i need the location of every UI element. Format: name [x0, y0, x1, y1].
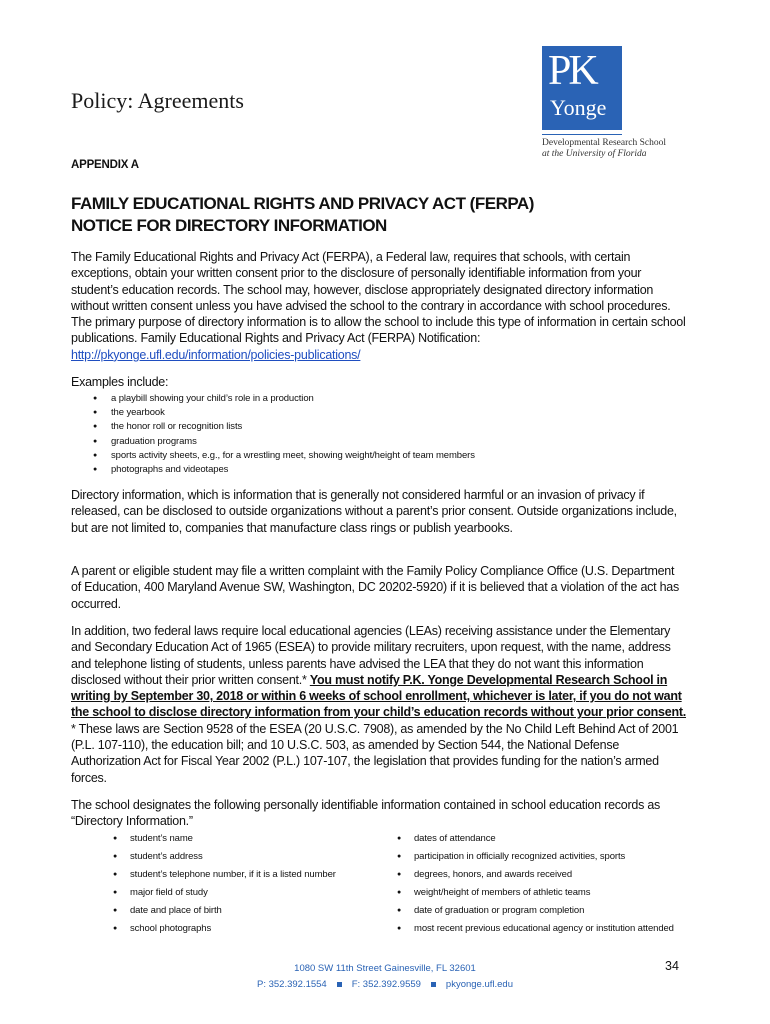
list-item: ● student’s telephone number, if it is a listed number [113, 869, 373, 881]
list-item: ● photographs and videotapes [93, 463, 475, 477]
logo-school-name [542, 138, 682, 160]
complaint-paragraph: A parent or eligible student may file a written complaint with the Family Policy Compliance Office (U.S. Department of Education, 400 Maryland Avenue SW, Washington, DC 20202-5920) if it is believed that a violation of the act has occurred. [71, 564, 679, 611]
list-item: ● date of graduation or program completion [397, 905, 677, 917]
footer-website[interactable]: pkyonge.ufl.edu [445, 979, 514, 990]
footer-contacts [0, 979, 770, 990]
examples-label: Examples include: [71, 375, 169, 389]
list-item: ● weight/height of members of athletic teams [397, 887, 677, 899]
logo-name-line1: Developmental Research School [542, 138, 666, 148]
list-item: ● date and place of birth [113, 905, 373, 917]
military-text-after: * These laws are Section 9528 of the ESEA (20 U.S.C. 7908), as amended by the No Child Left Behind Act of 2001 (P.L. 107-110), the education bill; and 10 U.S.C. 503, as amended by Section 544, the National Defense Authorization Act for Fiscal Year 2002 (P.L.) 107-107, the legislation that provides funding for the nation’s armed forces. [71, 721, 679, 785]
list-item: ● degrees, honors, and awards received [397, 869, 677, 881]
list-item: ● school photographs [113, 923, 373, 935]
logo-mark-bottom: Yonge [550, 95, 607, 120]
examples-list [93, 392, 475, 477]
logo-name-line2: at the University of Florida [542, 149, 647, 159]
list-item: ● the yearbook [93, 406, 475, 420]
directory-items-left [113, 833, 373, 941]
list-item: ● a playbill showing your child’s role in a production [93, 392, 475, 406]
separator-icon [337, 982, 342, 987]
logo-divider [542, 134, 622, 135]
logo-mark [542, 46, 622, 130]
list-item: ● major field of study [113, 887, 373, 899]
list-item: ● student’s address [113, 851, 373, 863]
page-title: Policy: Agreements [71, 88, 244, 113]
policies-link[interactable]: http://pkyonge.ufl.edu/information/policies-publications/ [71, 347, 361, 362]
list-item: ● dates of attendance [397, 833, 677, 845]
list-item: ● graduation programs [93, 435, 475, 449]
list-item: ● sports activity sheets, e.g., for a wrestling meet, showing weight/height of team members [93, 449, 475, 463]
document-heading [71, 193, 534, 237]
military-text-before: In addition, two federal laws require local educational agencies (LEAs) receiving assistance under the Elementary and Secondary Education Act of 1965 (ESEA) to provide military recruiters, upon request, with the name, address and telephone listing of students, unless parents have advised the LEA that they do not want this information disclosed without their prior written consent.* [71, 624, 671, 687]
footer-address: 1080 SW 11th Street Gainesville, FL 32601 [294, 963, 476, 974]
list-item: ● participation in officially recognized activities, sports [397, 851, 677, 863]
military-paragraph [71, 623, 686, 786]
page-number: 34 [665, 959, 679, 973]
intro-text: The Family Educational Rights and Privacy Act (FERPA), a Federal law, requires that schools, with certain exceptions, obtain your written consent prior to the disclosure of personally identifiable information from your student’s education records. The school may, however, disclose appropriately designated directory information without written consent unless you have advised the school to the contrary in accordance with school procedures. The primary purpose of directory information is to allow the school to include this type of information in certain school publications. Family Educational Rights and Privacy Act (FERPA) Notification: [71, 250, 686, 346]
heading-line2: NOTICE FOR DIRECTORY INFORMATION [71, 216, 387, 235]
list-item: ● the honor roll or recognition lists [93, 420, 475, 434]
appendix-label: APPENDIX A [71, 159, 139, 171]
heading-line1: FAMILY EDUCATIONAL RIGHTS AND PRIVACY ACT (FERPA) [71, 194, 534, 213]
directory-items-right [397, 833, 677, 941]
list-item: ● most recent previous educational agency or institution attended [397, 923, 677, 935]
logo-mark-top: PK [548, 48, 596, 94]
intro-paragraph [71, 249, 686, 363]
footer-fax: F: 352.392.9559 [351, 979, 421, 990]
directory-paragraph: Directory information, which is information that is generally not considered harmful or an invasion of privacy if released, can be disclosed to outside organizations without a parent’s prior consent. Outside organizations include, but are not limited to, companies that manufacture class rings or publish yearbooks. [71, 488, 677, 535]
opt-out-notice: You must notify P.K. Yonge Developmental Research School in writing by September 30, 2018 or within 6 weeks of school enrollment, whichever is later, if you do not want the school to disclose directory information from your child’s education records without your prior consent. [71, 672, 686, 720]
designates-paragraph: The school designates the following personally identifiable information contained in school education records as “Directory Information.” [71, 798, 661, 829]
school-logo [542, 46, 674, 159]
footer-phone: P: 352.392.1554 [256, 979, 327, 990]
separator-icon [431, 982, 436, 987]
list-item: ● student’s name [113, 833, 373, 845]
